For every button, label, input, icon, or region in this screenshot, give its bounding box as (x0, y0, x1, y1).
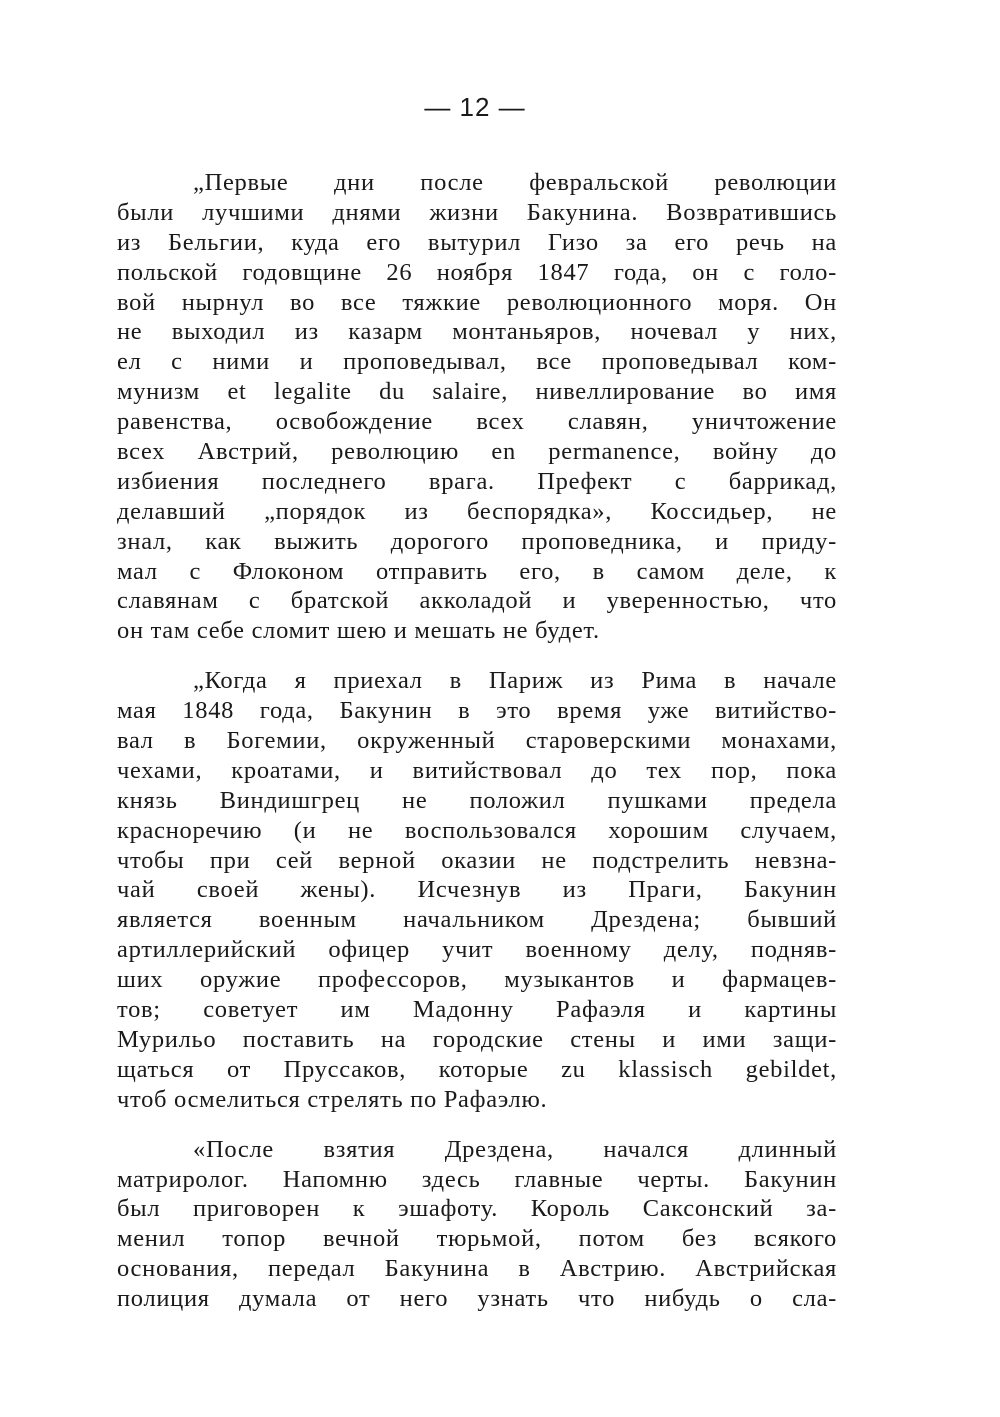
text-line: полиция думала от него узнать что нибудь о сла- (117, 1285, 837, 1313)
text-line: были лучшими днями жизни Бакунина. Возвратившись (117, 198, 837, 226)
text-line: основания, передал Бакунина в Австрию. Австрийская (117, 1255, 837, 1283)
text-line: «После взятия Дрездена, начался длинный (193, 1135, 837, 1163)
text-line: вал в Богемии, окруженный староверскими монахами, (117, 727, 837, 755)
paragraph-2 (117, 666, 837, 1114)
text-line: красноречию (и не воспользовался хорошим случаем, (117, 816, 837, 844)
text-line: мунизм et legalite du salaire, нивеллирование во имя (117, 378, 837, 406)
text-line: тов; советует им Мадонну Рафаэля и картины (117, 996, 837, 1024)
text-line: чтобы при сей верной оказии не подстрелить невзна- (117, 846, 837, 874)
text-line: был приговорен к эшафоту. Король Саксонский за- (117, 1195, 837, 1223)
text-line: князь Виндишгрец не положил пушками предела (117, 786, 837, 814)
paragraph-3 (117, 1135, 837, 1314)
text-line: равенства, освобождение всех славян, уничтожение (117, 408, 837, 436)
text-line: из Бельгии, куда его вытурил Гизо за его речь на (117, 228, 837, 256)
text-line: является военным начальником Дрездена; бывший (117, 906, 837, 934)
text-line: чай своей жены). Исчезнув из Праги, Бакунин (117, 876, 837, 904)
text-line: он там себе сломит шею и мешать не будет. (117, 617, 600, 645)
text-line: ел с ними и проповедывал, все проповедывал ком- (117, 348, 837, 376)
text-line: щаться от Пруссаков, которые zu klassisch gebildet, (117, 1055, 837, 1083)
text-line: „Первые дни после февральской революции (193, 169, 837, 196)
page-number: — 12 — (424, 92, 526, 122)
text-line: „Когда я приехал в Париж из Рима в начале (193, 667, 837, 695)
text-line: чтоб осмелиться стрелять по Рафаэлю. (117, 1085, 548, 1113)
text-line: ших оружие профессоров, музыкантов и фармацев- (117, 966, 837, 994)
text-line: славянам с братской акколадой и уверенностью, что (117, 587, 837, 615)
text-line: чехами, кроатами, и витийствовал до тех пор, пока (117, 756, 837, 784)
text-line: мая 1848 года, Бакунин в это время уже витийство- (117, 697, 837, 725)
text-line: делавший „порядок из беспорядка», Коссидьер, не (117, 497, 837, 525)
text-line: не выходил из казарм монтаньяров, ночевал у них, (117, 318, 837, 346)
text-line: вой нырнул во все тяжкие революционного моря. Он (117, 288, 837, 316)
text-line: знал, как выжить дорогого проповедника, и приду- (117, 527, 837, 555)
text-line: польской годовщине 26 ноября 1847 года, он с голо- (117, 258, 837, 286)
text-line: избиения последнего врага. Префект с баррикад, (117, 467, 837, 495)
text-line: артиллерийский офицер учит военному делу, подняв- (117, 936, 837, 964)
text-line: Мурильо поставить на городские стены и ими защи- (117, 1025, 837, 1053)
text-line: мал с Флоконом отправить его, в самом деле, к (117, 557, 837, 585)
text-line: матриролог. Напомню здесь главные черты. Бакунин (117, 1165, 837, 1193)
text-line: менил топор вечной тюрьмой, потом без всякого (117, 1225, 837, 1253)
body-text (117, 168, 837, 1334)
paragraph-1 (117, 168, 837, 646)
text-line: всех Австрий, революцию en permanence, войну до (117, 438, 837, 466)
